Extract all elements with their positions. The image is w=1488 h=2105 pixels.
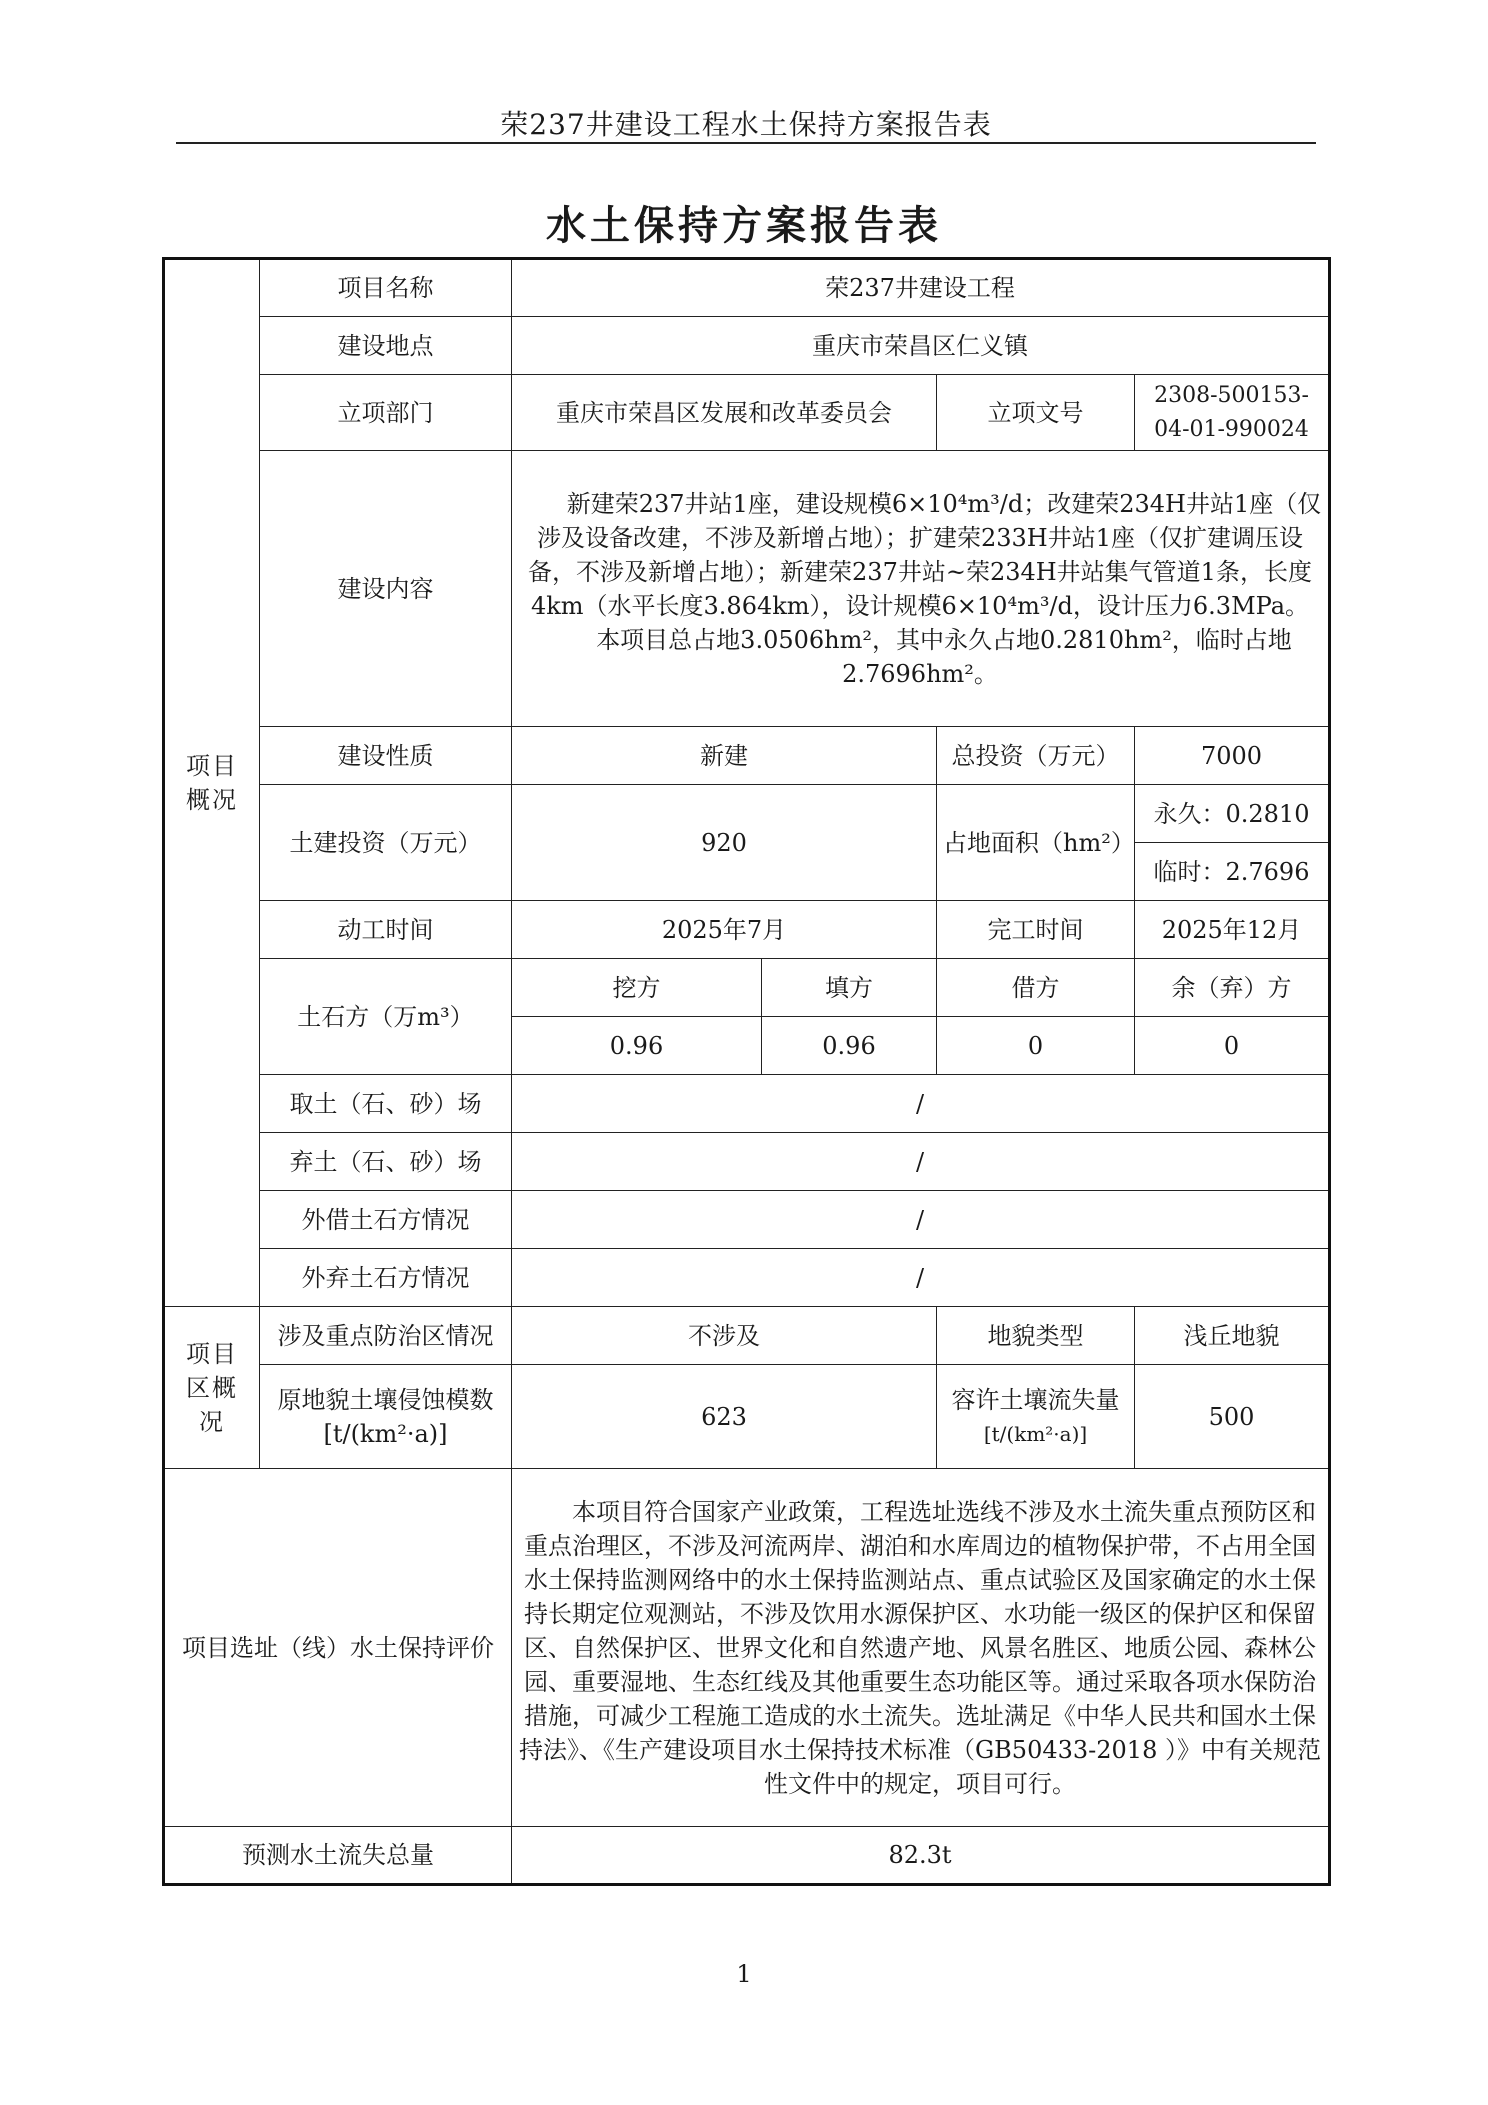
key-zone: 不涉及	[512, 1307, 937, 1365]
page-number: 1	[736, 1960, 752, 1988]
earthwork-cut: 0.96	[512, 1017, 762, 1075]
key-zone-label: 涉及重点防治区情况	[260, 1307, 512, 1365]
spoil-site-label: 弃土（石、砂）场	[260, 1133, 512, 1191]
section-project-overview	[164, 259, 260, 1307]
earthwork-fill: 0.96	[762, 1017, 937, 1075]
ext-spoil-label: 外弃土石方情况	[260, 1249, 512, 1307]
section-label: 项目区概况	[185, 1339, 238, 1436]
project-name-label: 项目名称	[260, 259, 512, 317]
spoil-site: /	[512, 1133, 1330, 1191]
allowable-label-cell	[937, 1365, 1135, 1469]
total-invest-label: 总投资（万元）	[937, 727, 1135, 785]
earthwork-header-fill: 填方	[762, 959, 937, 1017]
borrow-site: /	[512, 1075, 1330, 1133]
content-label: 建设内容	[260, 451, 512, 727]
ext-spoil: /	[512, 1249, 1330, 1307]
allowable-unit: [t/(km²·a)]	[983, 1421, 1088, 1446]
land-temporary: 临时：2.7696	[1135, 843, 1330, 901]
erosion-label: 原地貌土壤侵蚀模数[t/(km²·a)]	[260, 1365, 512, 1469]
ext-borrow: /	[512, 1191, 1330, 1249]
header-rule	[176, 142, 1316, 144]
land-permanent: 永久：0.2810	[1135, 785, 1330, 843]
earthwork-header-cut: 挖方	[512, 959, 762, 1017]
forecast-label: 预测水土流失总量	[164, 1827, 512, 1885]
approval-dept-label: 立项部门	[260, 375, 512, 451]
location-label: 建设地点	[260, 317, 512, 375]
start-date: 2025年7月	[512, 901, 937, 959]
approval-dept: 重庆市荣昌区发展和改革委员会	[512, 375, 937, 451]
content-paragraph-1: 新建荣237井站1座，建设规模6×10⁴m³/d；改建荣234H井站1座（仅涉及设备改建，不涉及新增占地）；扩建荣233H井站1座（仅扩建调压设备，不涉及新增占地）；新建荣237井站~荣234H井站集气管道1条，长度4km（水平长度3.864km），设计规模6×10⁴m³/d，设计压力6.3MPa。	[528, 489, 1322, 620]
civil-invest-label: 土建投资（万元）	[260, 785, 512, 901]
landform: 浅丘地貌	[1135, 1307, 1330, 1365]
earthwork-spoil: 0	[1135, 1017, 1330, 1075]
evaluation-text-cell	[512, 1469, 1330, 1827]
allowable-label: 容许土壤流失量	[951, 1385, 1120, 1414]
land-area-label: 占地面积（hm²）	[937, 785, 1135, 901]
nature: 新建	[512, 727, 937, 785]
finish-label: 完工时间	[937, 901, 1135, 959]
location: 重庆市荣昌区仁义镇	[512, 317, 1330, 375]
content-text	[512, 451, 1330, 727]
evaluation-label: 项目选址（线）水土保持评价	[164, 1469, 512, 1827]
content-paragraph-2: 本项目总占地3.0506hm²，其中永久占地0.2810hm²，临时占地2.7696hm²。	[596, 625, 1292, 688]
earthwork-header-spoil: 余（弃）方	[1135, 959, 1330, 1017]
nature-label: 建设性质	[260, 727, 512, 785]
total-invest: 7000	[1135, 727, 1330, 785]
landform-label: 地貌类型	[937, 1307, 1135, 1365]
evaluation-text: 本项目符合国家产业政策，工程选址选线不涉及水土流失重点预防区和重点治理区，不涉及河流两岸、湖泊和水库周边的植物保护带，不占用全国水土保持监测网络中的水土保持监测站点、重点试验区及国家确定的水土保持长期定位观测站，不涉及饮用水源保护区、水功能一级区的保护区和保留区、自然保护区、世界文化和自然遗产地、风景名胜区、地质公园、森林公园、重要湿地、生态红线及其他重要生态功能区等。通过采取各项水保防治措施，可减少工程施工造成的水土流失。选址满足《中华人民共和国水土保持法》、《生产建设项目水土保持技术标准（GB50433-2018 ）》中有关规范性文件中的规定，项目可行。	[519, 1497, 1321, 1798]
finish-date: 2025年12月	[1135, 901, 1330, 959]
erosion: 623	[512, 1365, 937, 1469]
approval-no: 2308-500153-04-01-990024	[1135, 375, 1330, 451]
document-title: 水土保持方案报告表	[546, 202, 942, 249]
forecast-value: 82.3t	[512, 1827, 1330, 1885]
running-header: 荣237井建设工程水土保持方案报告表	[500, 108, 992, 141]
allowable: 500	[1135, 1365, 1330, 1469]
project-name: 荣237井建设工程	[512, 259, 1330, 317]
section-label: 项目概况	[185, 752, 238, 814]
civil-invest: 920	[512, 785, 937, 901]
start-label: 动工时间	[260, 901, 512, 959]
ext-borrow-label: 外借土石方情况	[260, 1191, 512, 1249]
earthwork-header-borrow: 借方	[937, 959, 1135, 1017]
report-table	[162, 257, 1331, 1886]
earthwork-label: 土石方（万m³）	[260, 959, 512, 1075]
borrow-site-label: 取土（石、砂）场	[260, 1075, 512, 1133]
earthwork-borrow: 0	[937, 1017, 1135, 1075]
approval-no-label: 立项文号	[937, 375, 1135, 451]
section-area-overview	[164, 1307, 260, 1469]
